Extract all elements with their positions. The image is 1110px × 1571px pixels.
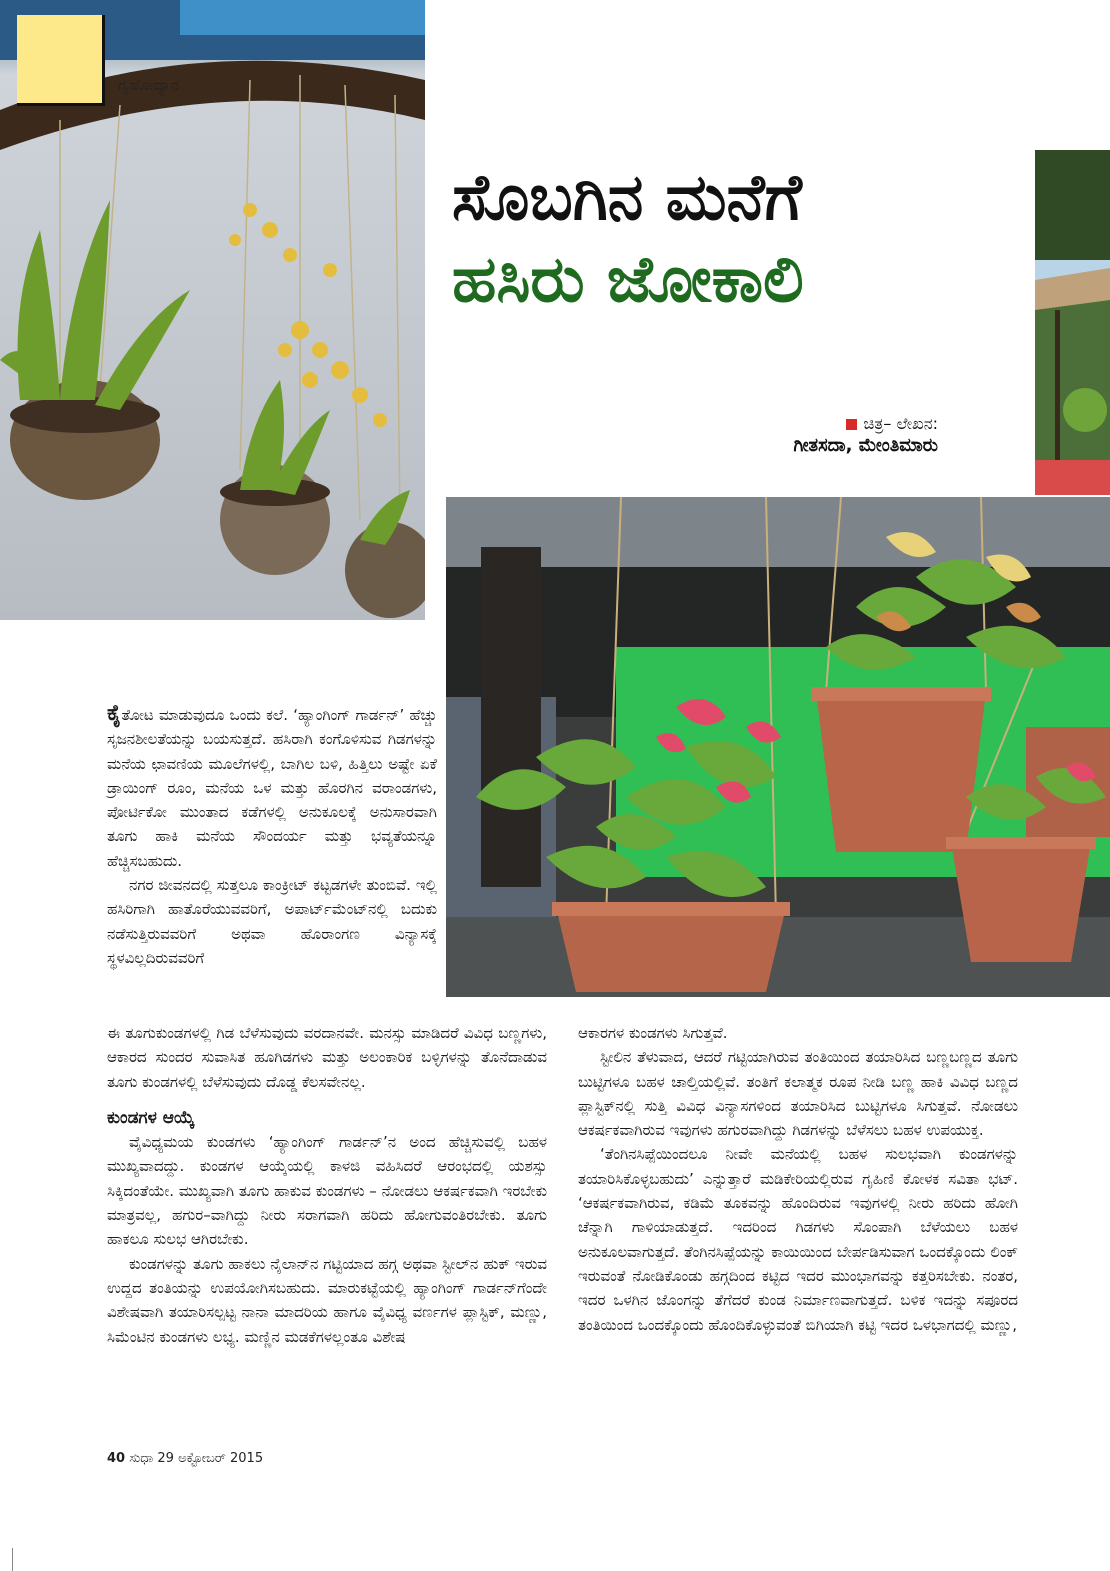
credit-label — [846, 414, 938, 434]
article-paragraph-2-start: ನಗರ ಜೀವನದಲ್ಲಿ ಸುತ್ತಲೂ ಕಾಂಕ್ರೀಟ್ ಕಟ್ಟಡಗಳೇ ತುಂಬಿವೆ. ಇಲ್ಲಿ ಹಸಿರಿಗಾಗಿ ಹಾತೊರೆಯುವವರಿಗೆ, ಅಪಾರ್ಟ್‌ಮೆಂಟ್‌ನಲ್ಲಿ ಬದುಕು ನಡೆಸುತ್ತಿರುವವರಿಗೆ ಅಥವಾ ಹೊರಾಂಗಣ ವಿನ್ಯಾಸಕ್ಕೆ ಸ್ಥಳವಿಲ್ಲದಿರುವವರಿಗೆ — [107, 876, 437, 967]
subheading: ಕುಂಡಗಳ ಆಯ್ಕೆ — [107, 1107, 195, 1128]
issue-date: 29 ಅಕ್ಟೋಬರ್ 2015 — [157, 1451, 264, 1466]
article-column-1-bottom — [107, 1021, 547, 1349]
credit-label-text: ಚಿತ್ರ– ಲೇಖನ: — [863, 414, 938, 433]
article-column-2-paragraph-3: ‘ತೆಂಗಿನಸಿಪ್ಪೆಯಿಂದಲೂ ನೀವೇ ಮನೆಯಲ್ಲಿ ಬಹಳ ಸುಲಭವಾಗಿ ಕುಂಡಗಳನ್ನು ತಯಾರಿಸಿಕೊಳ್ಳಬಹುದು’ ಎನ್ನುತ್ತಾರೆ ಮಡಿಕೇರಿಯಲ್ಲಿರುವ ಗೃಹಿಣಿ ಕೋಳಕ ಸವಿತಾ ಭಟ್. ‘ಆಕರ್ಷಕವಾಗಿರುವ, ಕಡಿಮೆ ತೂಕವನ್ನು ಹೊಂದಿರುವ ಇವುಗಳಲ್ಲಿ ನೀರು ಹರಿದು ಹೋಗಿ ಚೆನ್ನಾಗಿ ಗಾಳಿಯಾಡುತ್ತದೆ. ಇದರಿಂದ ಗಿಡಗಳು ಸೊಂಪಾಗಿ ಬೆಳೆಯಲು ಬಹಳ ಅನುಕೂಲವಾಗುತ್ತದೆ. ತೆಂಗಿನಸಿಪ್ಪೆಯನ್ನು ಕಾಯಿಯಿಂದ ಬೇರ್ಪಡಿಸುವಾಗ ಒಂದಕ್ಕೊಂದು ಲಿಂಕ್ ಇರುವಂತೆ ನೋಡಿಕೊಂಡು ಹಗ್ಗದಿಂದ ಕಟ್ಟಿದ ಇದರ ಮುಂಭಾಗವನ್ನು ಕತ್ತರಿಸಬೇಕು. ನಂತರ, ಇದರ ಒಳಗಿನ ಜೊಂಗನ್ನು ತೆಗೆದರೆ ಕುಂಡ ನಿರ್ಮಾಣವಾಗುತ್ತದೆ. ಬಳಿಕ ಇದನ್ನು ಸಪೂರದ ತಂತಿಯಿಂದ ಒಂದಕ್ಕೊಂದು ಹೊಂದಿಕೊಳ್ಳುವಂತೆ ಬಿಗಿಯಾಗಿ ಕಟ್ಟಿ ಇದರ ಒಳಭಾಗದಲ್ಲಿ ಮಣ್ಣು, — [578, 1145, 1018, 1334]
article-column-2-paragraph-1: ಆಕಾರಗಳ ಕುಂಡಗಳು ಸಿಗುತ್ತವೆ. — [578, 1024, 728, 1042]
bullet-square-icon — [846, 419, 857, 430]
drop-cap: ಕೈ — [107, 701, 122, 726]
article-title-line-2: ಹಸಿರು ಜೋಕಾಲಿ — [452, 243, 804, 317]
section-label: ಗೃಹೋದ್ಯಾನ — [118, 76, 180, 94]
hanging-pots-photo — [446, 497, 1110, 997]
article-paragraph-1 — [107, 702, 437, 873]
article-column-2 — [578, 1021, 1018, 1337]
article-column-1-top — [107, 702, 437, 970]
article-paragraph-2-end: ಈ ತೂಗುಕುಂಡಗಳಲ್ಲಿ ಗಿಡ ಬೆಳೆಸುವುದು ವರದಾನವೇ. ಮನಸ್ಸು ಮಾಡಿದರೆ ವಿವಿಧ ಬಣ್ಣಗಳು, ಆಕಾರದ ಸುಂದರ ಸುವಾಸಿತ ಹೂಗಿಡಗಳು ಮತ್ತು ಅಲಂಕಾರಿಕ ಬಳ್ಳಿಗಳನ್ನು ತೊನೆದಾಡುವ ತೂಗು ಕುಂಡಗಳಲ್ಲಿ ಬೆಳೆಸುವುದು ದೊಡ್ಡ ಕೆಲಸವೇನಲ್ಲ. — [107, 1024, 547, 1091]
page-number: 40 — [107, 1451, 126, 1466]
paragraph-1-text: ತೋಟ ಮಾಡುವುದೂ ಒಂದು ಕಲೆ. ‘ಹ್ಯಾಂಗಿಂಗ್ ಗಾರ್ಡನ್’ ಹೆಚ್ಚು ಸೃಜನಶೀಲತೆಯನ್ನು ಬಯಸುತ್ತದೆ. ಹಸಿರಾಗಿ ಕಂಗೊಳಿಸುವ ಗಿಡಗಳನ್ನು ಮನೆಯ ಛಾವಣಿಯ ಮೂಲೆಗಳಲ್ಲಿ, ಬಾಗಿಲ ಬಳಿ, ಹಿತ್ತಿಲು ಅಷ್ಟೇ ಏಕೆ ಡ್ರಾಯಿಂಗ್ ರೂಂ, ಮನೆಯ ಒಳ ಮತ್ತು ಹೊರಗಿನ ವರಾಂಡಗಳು, ಪೋರ್ಟಿಕೋ ಮುಂತಾದ ಕಡೆಗಳಲ್ಲಿ ಅನುಕೂಲಕ್ಕೆ ಅನುಸಾರವಾಗಿ ತೂಗು ಹಾಕಿ ಮನೆಯ ಸೌಂದರ್ಯ ಮತ್ತು ಭವ್ಯತೆಯನ್ನೂ ಹೆಚ್ಚಿಸಬಹುದು. — [107, 706, 437, 870]
credit-names: ಗೀತಸದಾ, ಮೇಂತಿಮಾರು — [793, 435, 938, 456]
garden-photo-strip — [1035, 150, 1110, 495]
article-title-line-1: ಸೊಬಗಿನ ಮನೆಗೆ — [452, 161, 802, 235]
section-color-block — [17, 15, 105, 106]
page-footer — [107, 1451, 263, 1466]
magazine-name: ಸುಧಾ — [129, 1451, 154, 1466]
article-paragraph-3: ವೈವಿಧ್ಯಮಯ ಕುಂಡಗಳು ‘ಹ್ಯಾಂಗಿಂಗ್ ಗಾರ್ಡನ್’ನ ಅಂದ ಹೆಚ್ಚಿಸುವಲ್ಲಿ ಬಹಳ ಮುಖ್ಯವಾದದ್ದು. ಕುಂಡಗಳ ಆಯ್ಕೆಯಲ್ಲಿ ಕಾಳಜಿ ವಹಿಸಿದರೆ ಆರಂಭದಲ್ಲಿ ಯಶಸ್ಸು ಸಿಕ್ಕಿದಂತೆಯೇ. ಮುಖ್ಯವಾಗಿ ತೂಗು ಹಾಕುವ ಕುಂಡಗಳು – ನೋಡಲು ಆಕರ್ಷಕವಾಗಿ ಇರಬೇಕು ಮಾತ್ರವಲ್ಲ, ಹಗುರ–ವಾಗಿದ್ದು ನೀರು ಸರಾಗವಾಗಿ ಹರಿದು ಹೋಗುವಂತಿರಬೇಕು. ತೂಗು ಹಾಕಲೂ ಸುಲಭ ಆಗಿರಬೇಕು. — [107, 1133, 547, 1249]
article-paragraph-4: ಕುಂಡಗಳನ್ನು ತೂಗು ಹಾಕಲು ನೈಲಾನ್‌ನ ಗಟ್ಟಿಯಾದ ಹಗ್ಗ ಅಥವಾ ಸ್ಟೀಲ್‌ನ ಹುಕ್ ಇರುವ ಉದ್ದದ ತಂತಿಯನ್ನು ಉಪಯೋಗಿಸಬಹುದು. ಮಾರುಕಟ್ಟೆಯಲ್ಲಿ ಹ್ಯಾಂಗಿಂಗ್ ಗಾರ್ಡನ್‌ಗೆಂದೇ ವಿಶೇಷವಾಗಿ ತಯಾರಿಸಲ್ಪಟ್ಟ ನಾನಾ ಮಾದರಿಯ ಹಾಗೂ ವೈವಿಧ್ಯ ವರ್ಣಗಳ ಪ್ಲಾಸ್ಟಿಕ್, ಮಣ್ಣು, ಸಿಮೆಂಟಿನ ಕುಂಡಗಳು ಲಭ್ಯ. ಮಣ್ಣಿನ ಮಡಕೆಗಳಲ್ಲಂತೂ ವಿಶೇಷ — [107, 1254, 547, 1346]
corner-mark-bottom-left — [0, 1548, 13, 1571]
article-column-2-paragraph-2: ಸ್ಟೀಲಿನ ತೆಳುವಾದ, ಆದರೆ ಗಟ್ಟಿಯಾಗಿರುವ ತಂತಿಯಿಂದ ತಯಾರಿಸಿದ ಬಣ್ಣಬಣ್ಣದ ತೂಗು ಬುಟ್ಟಿಗಳೂ ಬಹಳ ಚಾಲ್ತಿಯಲ್ಲಿವೆ. ತಂತಿಗೆ ಕಲಾತ್ಮಕ ರೂಪ ನೀಡಿ ಬಣ್ಣ ಹಾಕಿ ವಿವಿಧ ಬಣ್ಣದ ಪ್ಲಾಸ್ಟಿಕ್‌ನಲ್ಲಿ ಸುತ್ತಿ ವಿವಿಧ ವಿನ್ಯಾಸಗಳಿಂದ ತಯಾರಿಸಿದ ಬುಟ್ಟಿಗಳೂ ಸಿಗುತ್ತವೆ. ನೋಡಲು ಆಕರ್ಷಕವಾಗಿರುವ ಇವುಗಳು ಹಗುರವಾಗಿದ್ದು ಗಿಡಗಳನ್ನು ಬೆಳೆಸಲು ಬಹಳ ಉಪಯುಕ್ತ. — [578, 1048, 1018, 1140]
